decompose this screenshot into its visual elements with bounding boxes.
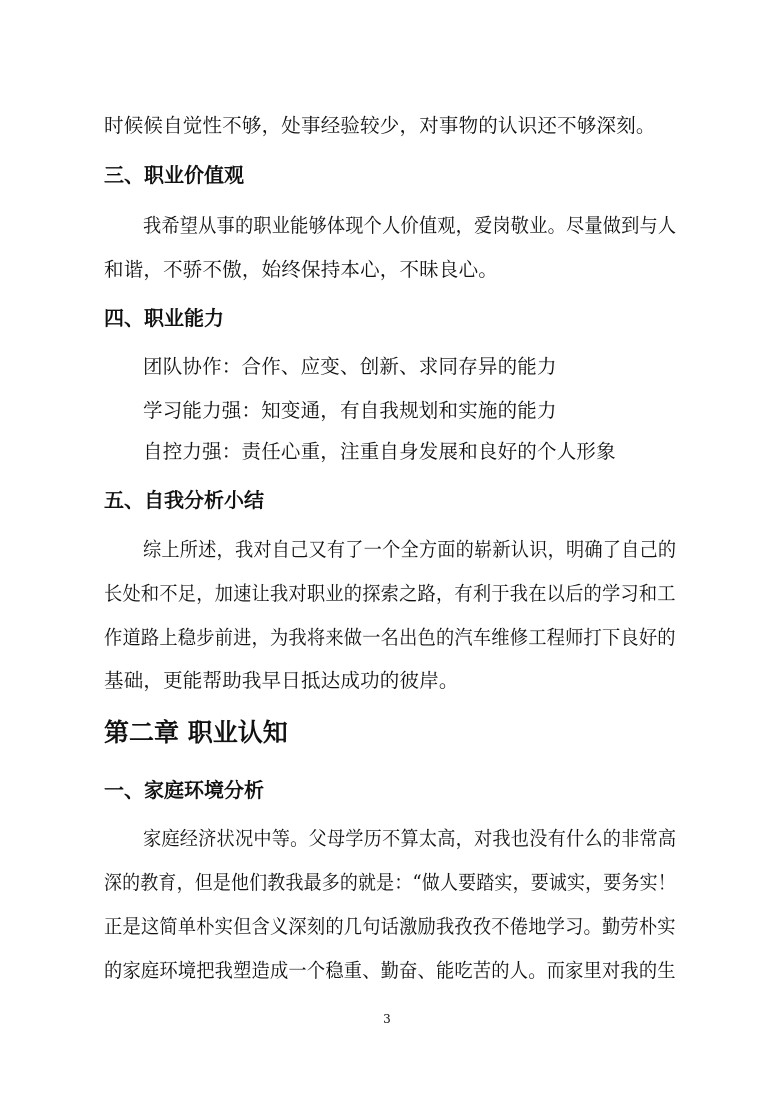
paragraph-line: 时候候自觉性不够，处事经验较少，对事物的认识还不够深刻。: [104, 114, 656, 137]
paragraph-line: 团队协作：合作、应变、创新、求同存异的能力: [143, 355, 557, 378]
section-heading-summary: 五、自我分析小结: [104, 488, 264, 512]
paragraph-line: 家庭经济状况中等。父母学历不算太高，对我也没有什么的非常高: [143, 827, 677, 850]
paragraph-line: 基础，更能帮助我早日抵达成功的彼岸。: [104, 669, 459, 692]
paragraph-line: 和谐，不骄不傲，始终保持本心，不昧良心。: [104, 258, 499, 281]
paragraph-line: 学习能力强：知变通，有自我规划和实施的能力: [143, 399, 557, 422]
paragraph-line: 正是这简单朴实但含义深刻的几句话激励我孜孜不倦地学习。勤劳朴实: [104, 915, 676, 938]
paragraph-line: 作道路上稳步前进，为我将来做一名出色的汽车维修工程师打下良好的: [104, 626, 676, 649]
paragraph-line: 的家庭环境把我塑造成一个稳重、勤奋、能吃苦的人。而家里对我的生: [104, 959, 676, 982]
paragraph-line: 综上所述，我对自己又有了一个全方面的崭新认识，明确了自己的: [143, 538, 677, 561]
section-heading-family: 一、家庭环境分析: [104, 778, 264, 802]
section-heading-values: 三、职业价值观: [104, 163, 244, 187]
section-heading-abilities: 四、职业能力: [104, 306, 224, 330]
paragraph-line: 我希望从事的职业能够体现个人价值观，爱岗敬业。尽量做到与人: [143, 214, 677, 237]
paragraph-line: 自控力强：责任心重，注重自身发展和良好的个人形象: [143, 440, 616, 463]
chapter-title: 第二章 职业认知: [104, 718, 288, 747]
paragraph-line: 长处和不足，加速让我对职业的探索之路，有利于我在以后的学习和工: [104, 582, 676, 605]
page-number: 3: [383, 1012, 391, 1026]
paragraph-line: 深的教育，但是他们教我最多的就是：“做人要踏实，要诚实，要务实！: [104, 871, 676, 894]
